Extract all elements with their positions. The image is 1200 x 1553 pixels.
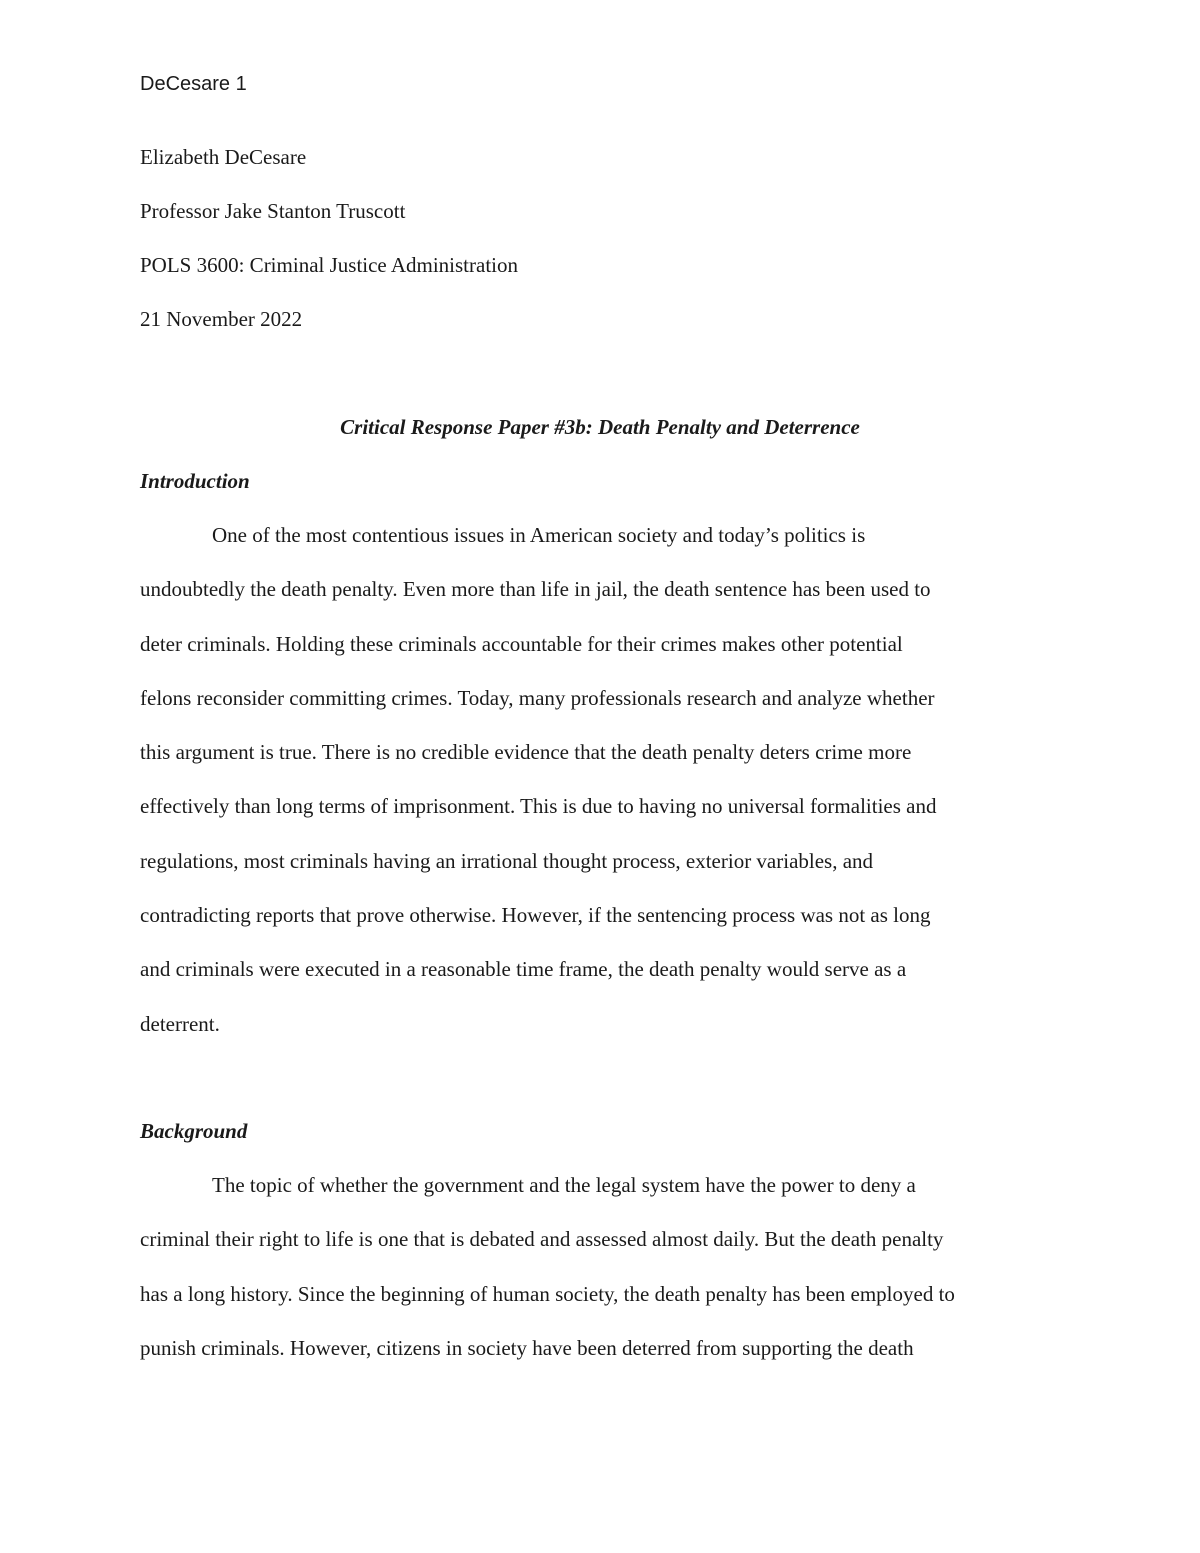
introduction-paragraph	[140, 521, 1060, 1064]
paragraph-line: deterrent.	[140, 1011, 220, 1036]
course-name: POLS 3600: Criminal Justice Administration	[140, 253, 518, 277]
paragraph-line: has a long history. Since the beginning of human society, the death penalty has been employed to	[140, 1281, 955, 1306]
author-name: Elizabeth DeCesare	[140, 145, 307, 169]
paragraph-line: effectively than long terms of imprisonment. This is due to having no universal formalities and	[140, 794, 937, 819]
paragraph-line: One of the most contentious issues in American society and today’s politics is	[212, 523, 866, 547]
paper-title: Critical Response Paper #3b: Death Penalty and Deterrence	[340, 415, 860, 439]
paragraph-line: felons reconsider committing crimes. Today, many professionals research and analyze whether	[140, 685, 935, 710]
paragraph-line: deter criminals. Holding these criminals accountable for their crimes makes other potential	[140, 631, 903, 656]
background-paragraph	[140, 1171, 1060, 1388]
paragraph-line: The topic of whether the government and the legal system have the power to deny a	[212, 1173, 916, 1197]
section-heading-introduction: Introduction	[140, 469, 250, 493]
paragraph-line: regulations, most criminals having an irrational thought process, exterior variables, and	[140, 848, 874, 873]
paragraph-line: this argument is true. There is no credible evidence that the death penalty deters crime more	[140, 740, 912, 765]
paragraph-line: and criminals were executed in a reasonable time frame, the death penalty would serve as a	[140, 957, 907, 982]
section-heading-background: Background	[140, 1119, 248, 1143]
paragraph-line: contradicting reports that prove otherwise. However, if the sentencing process was not as long	[140, 903, 931, 928]
paper-date: 21 November 2022	[140, 307, 303, 331]
paragraph-line: criminal their right to life is one that is debated and assessed almost daily. But the death penalty	[140, 1227, 944, 1252]
running-head: DeCesare 1	[140, 73, 247, 95]
professor-name: Professor Jake Stanton Truscott	[140, 199, 406, 223]
paragraph-line: undoubtedly the death penalty. Even more than life in jail, the death sentence has been used to	[140, 577, 931, 602]
paragraph-line: punish criminals. However, citizens in society have been deterred from supporting the death	[140, 1335, 914, 1360]
